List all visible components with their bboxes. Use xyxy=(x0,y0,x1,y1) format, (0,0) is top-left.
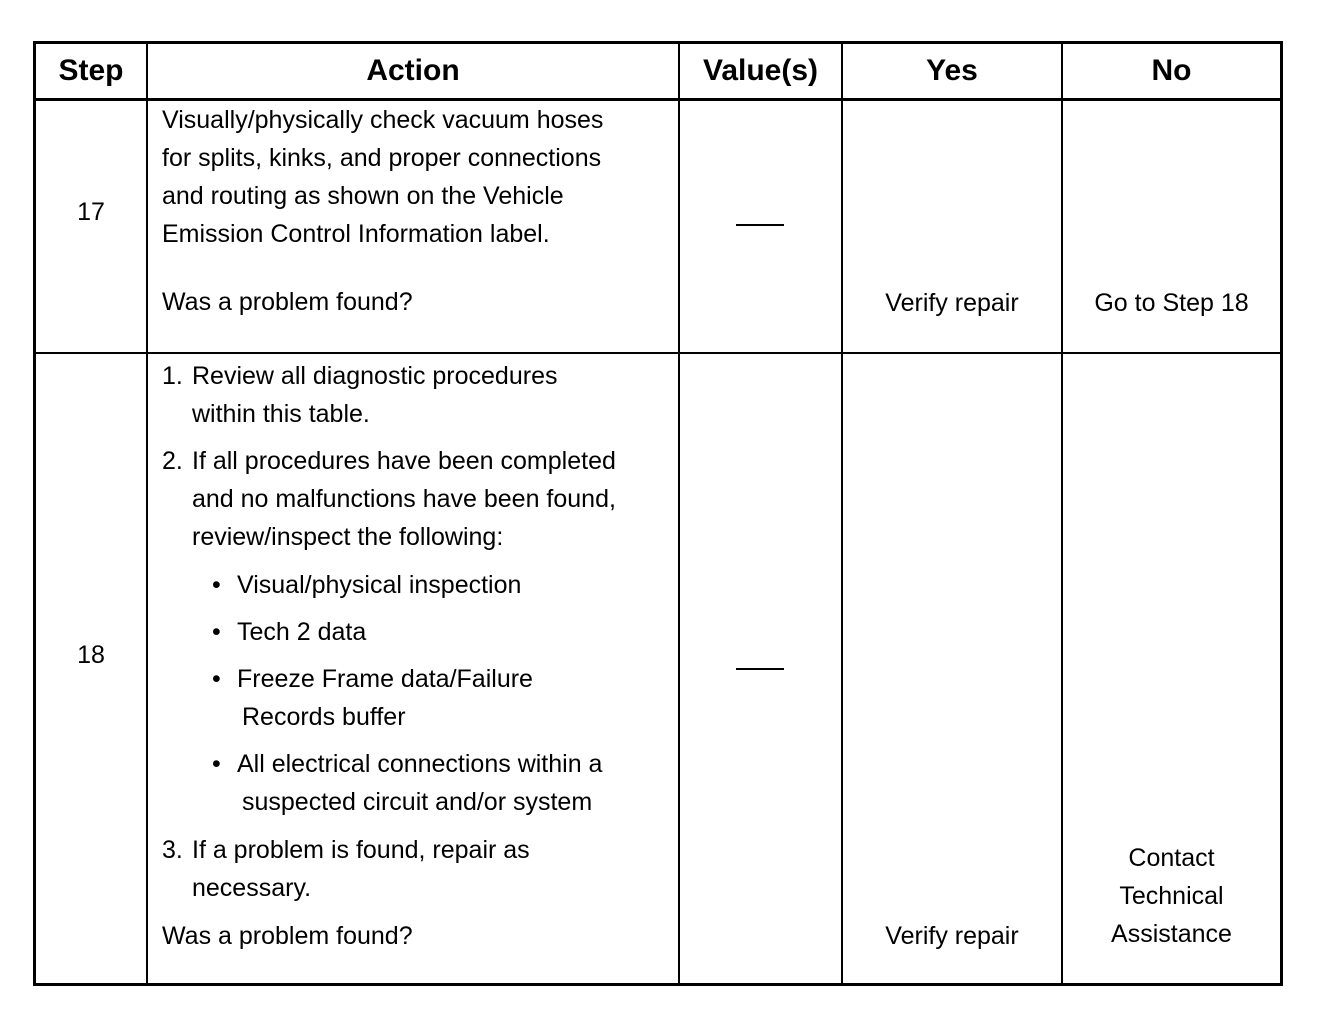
action-line: within this table. xyxy=(192,400,370,428)
header-no: No xyxy=(1151,54,1192,87)
bullet-icon: • xyxy=(212,618,221,646)
action-line: Tech 2 data xyxy=(237,618,367,646)
row-divider xyxy=(36,352,1280,354)
column-divider xyxy=(841,44,843,983)
value-dash xyxy=(736,224,784,226)
no-result xyxy=(1063,839,1280,953)
header-yes: Yes xyxy=(926,54,978,87)
question-text: Was a problem found? xyxy=(162,288,413,316)
bullet-icon: • xyxy=(212,665,221,693)
no-result-line: Technical xyxy=(1119,882,1224,910)
list-number: 2. xyxy=(162,447,183,475)
action-line: All electrical connections within a xyxy=(237,750,603,778)
action-line: Visual/physical inspection xyxy=(237,571,522,599)
header-values: Value(s) xyxy=(702,54,819,87)
header-step: Step xyxy=(58,54,124,87)
column-divider xyxy=(146,44,148,983)
list-item xyxy=(192,357,557,433)
action-line: and routing as shown on the Vehicle xyxy=(162,182,564,210)
list-item xyxy=(192,442,616,556)
no-result: Go to Step 18 xyxy=(1094,289,1249,317)
action-text xyxy=(162,101,603,253)
step-number: 18 xyxy=(77,641,105,669)
action-line: and no malfunctions have been found, xyxy=(192,485,616,513)
action-line: suspected circuit and/or system xyxy=(242,788,593,816)
action-line: Records buffer xyxy=(242,703,406,731)
bullet-item xyxy=(237,660,533,736)
diagnostic-table xyxy=(33,41,1283,986)
no-result-line: Assistance xyxy=(1111,920,1232,948)
list-item xyxy=(192,831,530,907)
action-line: Freeze Frame data/Failure xyxy=(237,665,533,693)
header-action: Action xyxy=(366,54,460,87)
action-line: If all procedures have been completed xyxy=(192,447,616,475)
list-number: 1. xyxy=(162,362,183,390)
list-number: 3. xyxy=(162,836,183,864)
yes-result: Verify repair xyxy=(885,922,1019,950)
no-result-line: Contact xyxy=(1128,844,1215,872)
action-line: necessary. xyxy=(192,874,312,902)
bullet-item xyxy=(237,613,366,651)
step-number: 17 xyxy=(77,198,105,226)
action-line: Emission Control Information label. xyxy=(162,220,550,248)
bullet-icon: • xyxy=(212,750,221,778)
action-line: review/inspect the following: xyxy=(192,523,504,551)
column-divider xyxy=(678,44,680,983)
bullet-icon: • xyxy=(212,571,221,599)
action-line: for splits, kinks, and proper connections xyxy=(162,144,602,172)
yes-result: Verify repair xyxy=(885,289,1019,317)
action-line: Review all diagnostic procedures xyxy=(192,362,558,390)
bullet-item xyxy=(237,566,521,604)
action-line: Visually/physically check vacuum hoses xyxy=(162,106,604,134)
question-text: Was a problem found? xyxy=(162,922,413,950)
value-dash xyxy=(736,668,784,670)
bullet-item xyxy=(237,745,602,821)
action-line: If a problem is found, repair as xyxy=(192,836,530,864)
